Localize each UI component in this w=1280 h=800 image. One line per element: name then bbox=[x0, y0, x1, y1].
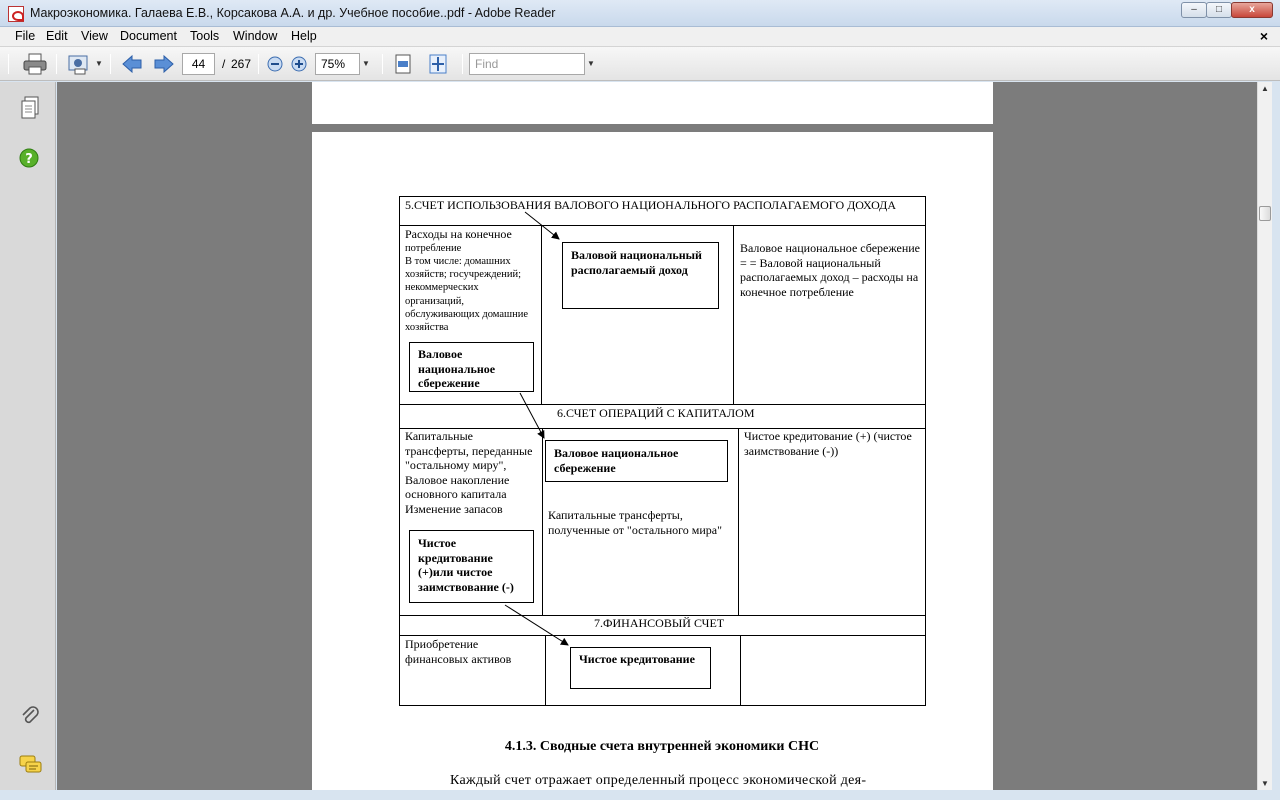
pages-icon[interactable] bbox=[19, 96, 41, 120]
divider bbox=[545, 635, 546, 706]
toolbar-separator bbox=[110, 54, 111, 74]
menu-file[interactable]: File bbox=[15, 29, 36, 43]
pdf-page-previous bbox=[312, 82, 993, 124]
fit-width-icon[interactable] bbox=[428, 53, 448, 75]
section5-right-text: Валовое национальное сбережение = = Валовой национальный располагаемых доход – расходы на конечное потребление bbox=[740, 241, 920, 299]
toolbar-grip bbox=[8, 54, 9, 74]
divider bbox=[740, 635, 741, 706]
menu-window[interactable]: Window bbox=[233, 29, 278, 43]
document-close-icon[interactable]: × bbox=[1259, 28, 1268, 44]
help-icon[interactable] bbox=[19, 148, 39, 168]
window-title: Макроэкономика. Галаева Е.В., Корсакова А.А. и др. Учебное пособие..pdf - Adobe Reader bbox=[30, 6, 556, 20]
scroll-down-arrow-icon[interactable]: ▼ bbox=[1261, 779, 1269, 788]
page-number-input[interactable]: 44 bbox=[182, 53, 215, 75]
window-bottom-border bbox=[0, 790, 1280, 800]
menu-view[interactable]: View bbox=[81, 29, 108, 43]
section5-title: 5.СЧЕТ ИСПОЛЬЗОВАНИЯ ВАЛОВОГО НАЦИОНАЛЬНОГО РАСПОЛАГАЕМОГО ДОХОДА bbox=[405, 198, 896, 212]
maximize-button[interactable]: □ bbox=[1206, 2, 1232, 18]
section6-right-text: Чистое кредитование (+) (чистое заимствование (-)) bbox=[744, 429, 912, 458]
find-dropdown-chevron-icon[interactable]: ▼ bbox=[587, 59, 595, 68]
section6-mid-text: Капитальные трансферты, полученные от "остального мира" bbox=[548, 508, 723, 537]
body-paragraph: Каждый счет отражает определенный процесс экономической дея- bbox=[450, 773, 867, 788]
toolbar-separator bbox=[382, 54, 383, 74]
title-bar bbox=[0, 0, 1280, 27]
section6-mid-box-label: Валовое национальное сбережение bbox=[554, 446, 679, 475]
zoom-dropdown-chevron-icon[interactable]: ▼ bbox=[362, 59, 370, 68]
section5-left-details: В том числе: домашних хозяйств; госучреждений; некоммерческих организаций, обслуживающих домашние хозяйства bbox=[405, 256, 528, 334]
previous-page-icon[interactable] bbox=[120, 53, 144, 75]
section5-left-subtitle: потребление bbox=[405, 243, 462, 254]
divider bbox=[733, 225, 734, 405]
attachment-paperclip-icon[interactable] bbox=[19, 704, 41, 726]
zoom-in-icon[interactable] bbox=[290, 53, 308, 75]
scroll-up-arrow-icon[interactable]: ▲ bbox=[1261, 84, 1269, 93]
page-separator: / bbox=[222, 57, 226, 71]
close-button[interactable]: x bbox=[1231, 2, 1273, 18]
section7-mid-box-label: Чистое кредитование bbox=[579, 652, 695, 666]
vertical-scrollbar[interactable] bbox=[1257, 82, 1272, 790]
toolbar bbox=[0, 47, 1280, 81]
divider bbox=[738, 428, 739, 616]
section6-left-box-label: Чистое кредитование (+)или чистое заимствование (-) bbox=[418, 536, 514, 594]
divider bbox=[542, 428, 543, 616]
email-print-icon[interactable] bbox=[66, 53, 92, 75]
zoom-level-input[interactable]: 75% bbox=[315, 53, 360, 75]
comments-icon[interactable] bbox=[18, 754, 44, 776]
fit-page-icon[interactable] bbox=[393, 53, 413, 75]
divider bbox=[541, 225, 542, 405]
find-input[interactable]: Find bbox=[469, 53, 585, 75]
page-total: 267 bbox=[231, 57, 252, 71]
section7-title: 7.ФИНАНСОВЫЙ СЧЕТ bbox=[594, 616, 725, 630]
section7-left-text: Приобретение финансовых активов bbox=[405, 637, 512, 666]
section6-title: 6.СЧЕТ ОПЕРАЦИЙ С КАПИТАЛОМ bbox=[557, 406, 755, 420]
menu-help[interactable]: Help bbox=[291, 29, 317, 43]
section5-mid-box-label: Валовой национальный располагаемый доход bbox=[571, 248, 702, 277]
section5-left-title: Расходы на конечное bbox=[405, 227, 512, 241]
svg-text:?: ? bbox=[25, 152, 33, 167]
chevron-down-icon[interactable]: ▼ bbox=[95, 59, 103, 68]
print-icon[interactable] bbox=[22, 53, 48, 75]
next-page-icon[interactable] bbox=[152, 53, 176, 75]
section5-left-box-label: Валовое национальное сбережение bbox=[418, 347, 496, 389]
section-heading: 4.1.3. Сводные счета внутренней экономики СНС bbox=[504, 739, 820, 754]
menu-tools[interactable]: Tools bbox=[190, 29, 220, 43]
navigation-panel bbox=[0, 82, 56, 790]
zoom-out-icon[interactable] bbox=[266, 53, 284, 75]
menu-document[interactable]: Document bbox=[120, 29, 177, 43]
adobe-pdf-icon bbox=[8, 6, 24, 22]
toolbar-separator bbox=[258, 54, 259, 74]
menu-bar bbox=[0, 27, 1280, 47]
minimize-button[interactable]: – bbox=[1181, 2, 1207, 18]
pdf-page bbox=[312, 132, 993, 790]
scrollbar-thumb[interactable] bbox=[1259, 206, 1271, 221]
toolbar-separator bbox=[462, 54, 463, 74]
menu-edit[interactable]: Edit bbox=[46, 29, 68, 43]
section6-left-text: Капитальные трансферты, переданные "остальному миру", Валовое накопление основного капитала Изменение запасов bbox=[405, 429, 533, 516]
document-view[interactable] bbox=[57, 82, 1257, 790]
toolbar-separator bbox=[56, 54, 57, 74]
